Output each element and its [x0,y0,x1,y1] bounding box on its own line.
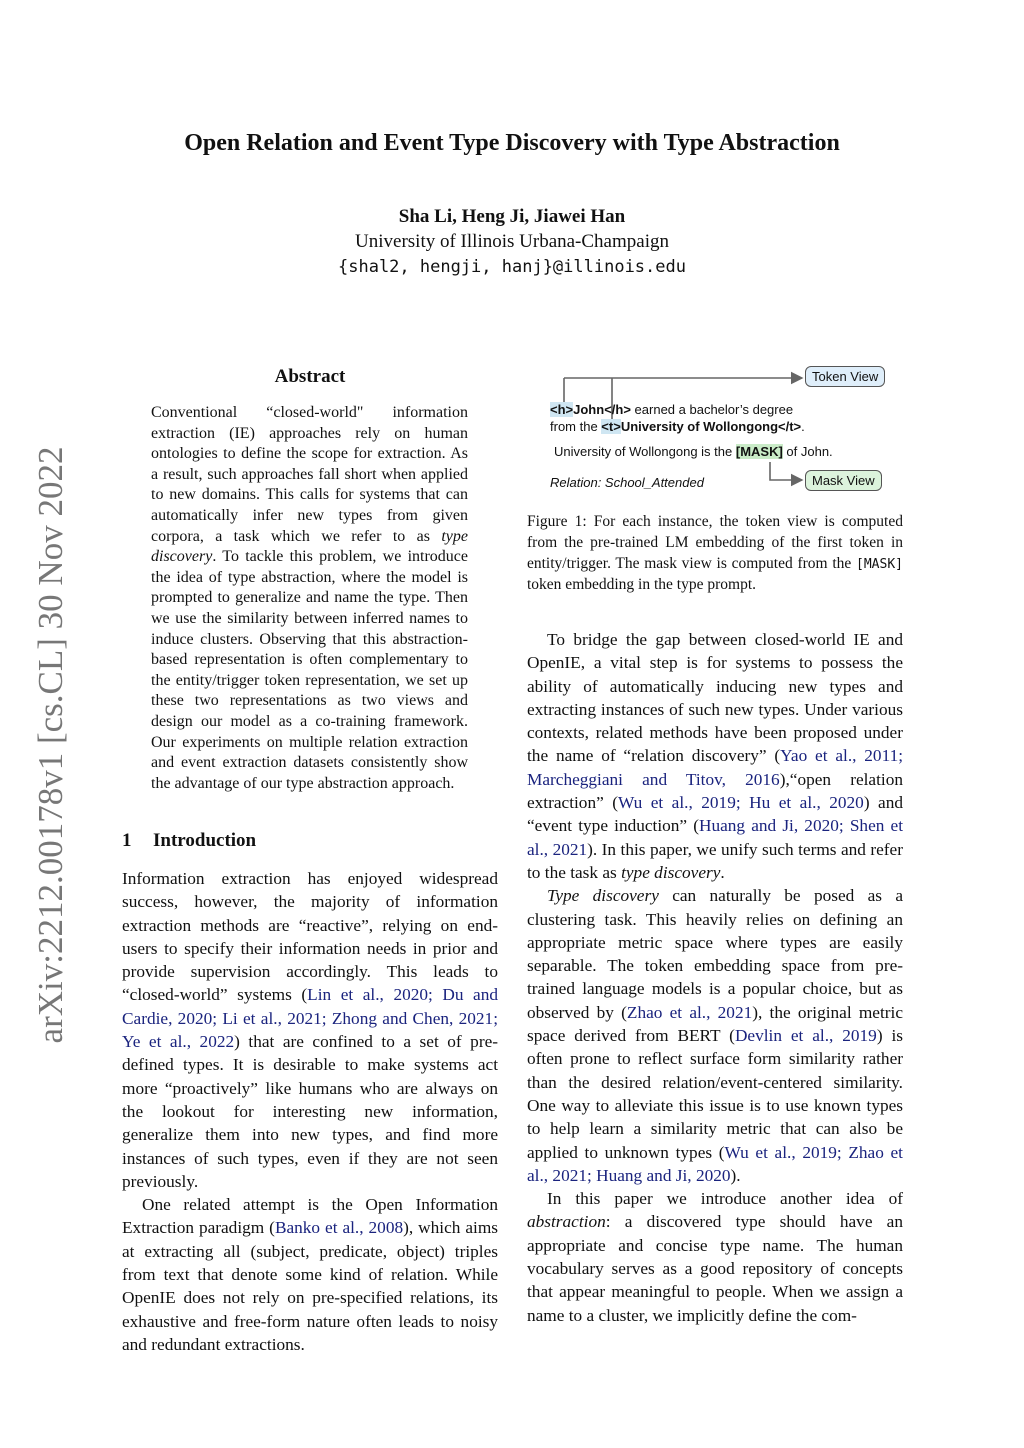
citation-link[interactable]: Wu et al., 2019; Hu et al., 2020 [618,793,864,813]
citation-link[interactable]: Banko et al., 2008 [274,1218,404,1238]
right-paragraph-1: To bridge the gap between closed-world IE and OpenIE, a vital step is for systems to possess the ability of automatically inducing new types and extracting instances of such new types. Under various contexts, related methods have been proposed under the name of “relation discovery” (Yao et al., 2011; Marcheggiani and Titov, 2016),“open relation extraction” (Wu et al., 2019; Hu et al., 2020) and “event type induction” (Huang and Ji, 2020; Shen et al., 2021). In this paper, we unify such terms and refer to the task as type discovery. [527,630,904,882]
authors: Sha Li, Heng Ji, Jiawei Han [398,206,626,227]
email: {shal2, hengji, hanj}@illinois.edu [338,257,686,277]
section-heading [122,830,256,852]
citation-link[interactable]: Zhao et al., 2021 [626,1002,753,1022]
section-title: Introduction [153,830,257,851]
figure-relation-label: Relation: School_Attended [550,475,704,490]
citation-link[interactable]: Lin et al., 2020; Du and Cardie, 2020; Li et al., 2021; Zhong and Chen, 2021; Ye et al., 2022 [122,985,498,1052]
intro-paragraph-2: One related attempt is the Open Information Extraction paradigm (Banko et al., 2008), which aims at extracting all (subject, predicate, object) triples from text that denote some kind of relation. While OpenIE does not rely on pre-specified relations, its exhaustive and free-form nature often leads to noisy and redundant extractions. [122,1195,498,1354]
section-number: 1 [122,830,132,851]
citation-link[interactable]: Wu et al., 2019; Zhao et al., 2021; Huang and Ji, 2020 [527,1142,903,1185]
right-paragraph-2: Type discovery can naturally be posed as a clustering task. This heavily relies on defining an appropriate metric space where types are easily separable. The token embedding space from pre-trained language models is a popular choice, but as observed by (Zhao et al., 2021), the original metric space derived from BERT (Devlin et al., 2019) is often prone to reflect surface form similarity rather than the desired relation/event-centered similarity. One way to alleviate this issue is to use known types to help learn a similarity metric that can also be applied to unknown types (Wu et al., 2019; Zhao et al., 2021; Huang and Ji, 2020). [527,886,903,1185]
left-column-body [122,867,498,1356]
paper-title: Open Relation and Event Type Discovery with Type Abstraction [184,130,840,156]
mask-view-box: Mask View [805,470,882,491]
arrow-mask-view [770,462,802,480]
abstract-text: Conventional “closed-world" information extraction (IE) approaches rely on human ontologies to define the scope for extraction. As a result, such approaches fall short when applied to new domains. This calls for systems that can automatically infer new types from given corpora, a task which we refer to as type discovery. To tackle this problem, we introduce the idea of type abstraction, where the model is prompted to generalize and name the type. Then we use the similarity between inferred names to induce clusters. Observing that this abstraction-based representation is often complementary to the entity/trigger token representation, we set up these two representations as two views and design our model as a co-training framework. Our experiments on multiple relation extraction and event extraction datasets consistently show the advantage of our type abstraction approach. [151,404,468,792]
arxiv-stamp [22,440,78,1050]
token-view-box: Token View [805,366,885,387]
figure-sentence-line-2: from the <t>University of Wollongong</t>. [550,419,805,434]
intro-paragraph-1: Information extraction has enjoyed widespread success, however, the majority of information extraction methods are “reactive”, relying on end-users to specify their information needs in prior and provide supervision accordingly. This leads to “closed-world” systems (Lin et al., 2020; Du and Cardie, 2020; Li et al., 2021; Zhong and Chen, 2021; Ye et al., 2022) that are confined to a set of pre-defined types. It is desirable to make systems act more “proactively” like humans who are always on the lookout for interesting new information, generalize them into new types, and find more instances of such types, even if they are not seen previously. [122,869,499,1191]
figure-prompt: University of Wollongong is the [MASK] of John. [554,444,833,459]
arxiv-id: arXiv:2212.00178v1 [cs.CL] 30 Nov 2022 [31,446,70,1044]
figure-1 [540,360,900,500]
right-paragraph-3: In this paper we introduce another idea of abstraction: a discovered type should have an appropriate and concise type name. The human vocabulary serves as a good repository of concepts that appear meaningful to people. When we assign a name to a cluster, we implicitly define the com- [527,1189,903,1325]
citation-link[interactable]: Huang and Ji, 2020; Shen et al., 2021 [527,816,904,859]
figure-caption: Figure 1: For each instance, the token view is computed from the pre-trained LM embedding of the first token in entity/trigger. The mask view is computed from the [MASK] token embedding in the type prompt. [527,513,903,594]
figure-sentence-line-1: <h>John</h> earned a bachelor’s degree [550,402,794,417]
right-column-body [527,628,903,1327]
affiliation: University of Illinois Urbana-Champaign [355,231,669,252]
citation-link[interactable]: Devlin et al., 2019 [734,1026,877,1046]
citation-link[interactable]: Yao et al., 2011; Marcheggiani and Titov, 2016 [527,746,904,789]
abstract-heading: Abstract [274,366,346,387]
